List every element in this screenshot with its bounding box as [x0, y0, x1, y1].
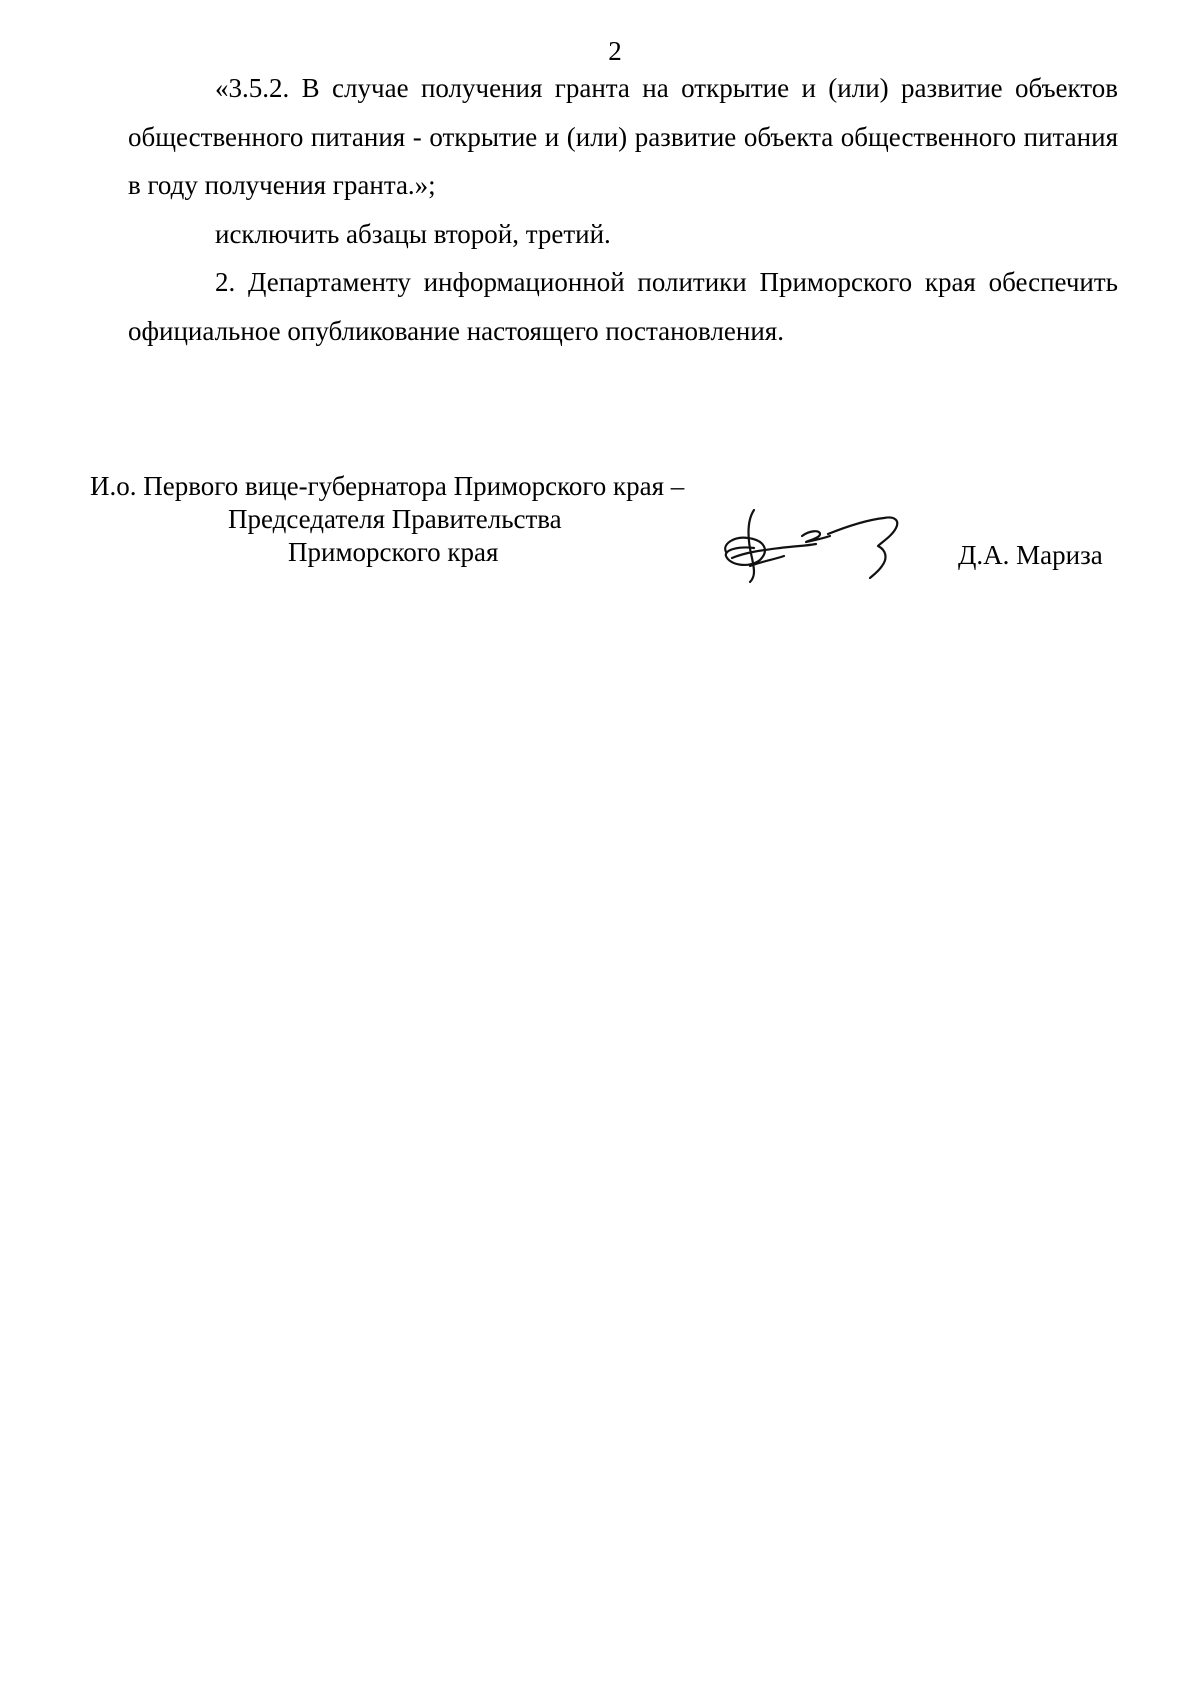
position-line-2: Председателя Правительства: [228, 504, 562, 534]
position-line-3: Приморского края: [288, 537, 499, 567]
paragraph-exclude-clauses: исключить абзацы второй, третий.: [215, 218, 611, 249]
position-line-1: И.о. Первого вице-губернатора Приморского края –: [90, 471, 685, 501]
signatory-position: [90, 470, 684, 569]
signer-name: Д.А. Мариза: [958, 540, 1103, 570]
handwritten-signature: [720, 506, 920, 586]
paragraph-publication-order: 2. Департаменту информационной политики Приморского края обеспечить официальное опубликование настоящего постановления.: [128, 267, 1118, 346]
page-number: 2: [608, 36, 622, 66]
document-body: [128, 64, 1118, 355]
paragraph-clause-3-5-2: «3.5.2. В случае получения гранта на открытие и (или) развитие объектов общественного питания - открытие и (или) развитие объекта общественного питания в году получения гранта.»;: [128, 73, 1118, 200]
